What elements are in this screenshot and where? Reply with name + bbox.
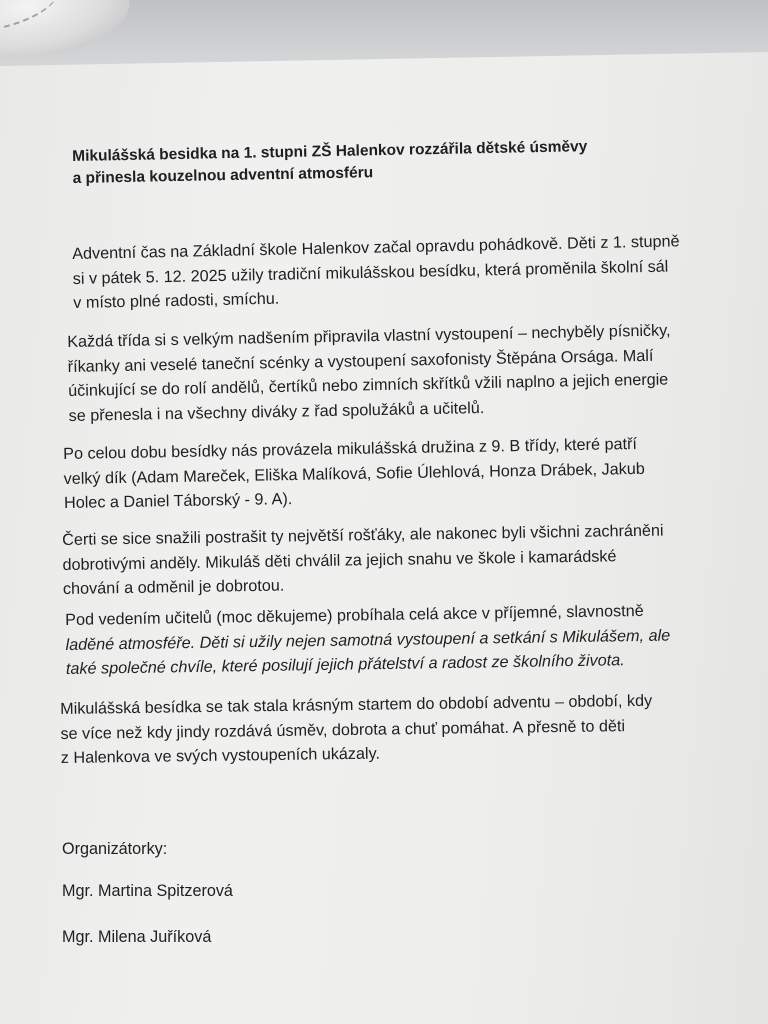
text-line: Holec a Daniel Táborský - 9. A). xyxy=(63,490,293,512)
text-line: laděné atmosféře. Děti si užily nejen samotná vystoupení a setkání s Mikulášem, ale xyxy=(65,625,671,654)
paragraph-intro xyxy=(72,228,753,316)
heading-line: Mikulášská besidka na 1. stupni ZŠ Halenkov rozzářila dětské úsměvy xyxy=(72,138,588,165)
organizers-label: Organizátorky: xyxy=(62,840,168,858)
heading-line: a přinesla kouzelnou adventní atmosféru xyxy=(72,164,374,187)
text-line: Po celou dobu besídky nás provázela mikulášská družina z 9. B třídy, které patří xyxy=(63,434,638,463)
text-line: účinkující se do rolí andělů, čertíků nebo zimních skřítků vžili naplno a jejich energie xyxy=(67,370,669,400)
text-line: Mikulášská besídka se tak stala krásným startem do období adventu – období, kdy xyxy=(60,691,653,718)
text-line: v místo plné radosti, smíchu. xyxy=(73,289,280,312)
text-line: si v pátek 5. 12. 2025 užily tradiční mikulášskou besídku, která proměnila školní sál xyxy=(72,257,669,288)
text-line: dobrotivými anděly. Mikuláš děti chválil za jejich snahu ve škole i kamarádské xyxy=(62,546,617,574)
text-line: Čerti se sice snažili postrašit ty největší rošťáky, ale nakonec byli všichni zachráněni xyxy=(62,521,664,549)
text-line: Pod vedením učitelů (moc děkujeme) probíhala celá akce v příjemné, slavnostně xyxy=(65,601,644,629)
text-line: se více než kdy jindy rozdává úsměv, dobrota a chuť pomáhat. A přesně to děti xyxy=(60,716,626,743)
text-line: velký dík (Adam Mareček, Eliška Malíková, Sofie Úlehlová, Honza Drábek, Jakub xyxy=(63,459,645,488)
organizer-name: Mgr. Milena Juříková xyxy=(62,928,212,946)
text-line: Každá třída si s velkým nadšením připravila vlastní vystoupení – nechyběly písničky, xyxy=(67,321,671,351)
text-line: říkanky ani veselé taneční scénky a vystoupení saxofonisty Štěpána Orsága. Malí xyxy=(67,346,654,376)
paragraph-performances xyxy=(67,317,749,428)
paragraph-escort xyxy=(63,430,744,515)
paragraph-teachers xyxy=(65,597,746,681)
text-line: se přenesla i na všechny diváky z řad spolužáků a učitelů. xyxy=(68,398,485,425)
paragraph-devils xyxy=(62,517,743,601)
article-heading xyxy=(72,134,673,190)
paragraph-conclusion xyxy=(60,688,741,771)
text-line: chování a odměnil je dobrotou. xyxy=(62,576,285,598)
text-line: z Halenkova ve svých vystoupeních ukázaly. xyxy=(60,744,381,767)
text-line: Adventní čas na Základní škole Halenkov začal opravdu pohádkově. Děti z 1. stupně xyxy=(72,232,680,263)
organizer-name: Mgr. Martina Spitzerová xyxy=(62,882,233,900)
text-line: také společné chvíle, které posilují jejich přátelství a radost ze školního života. xyxy=(65,651,625,678)
